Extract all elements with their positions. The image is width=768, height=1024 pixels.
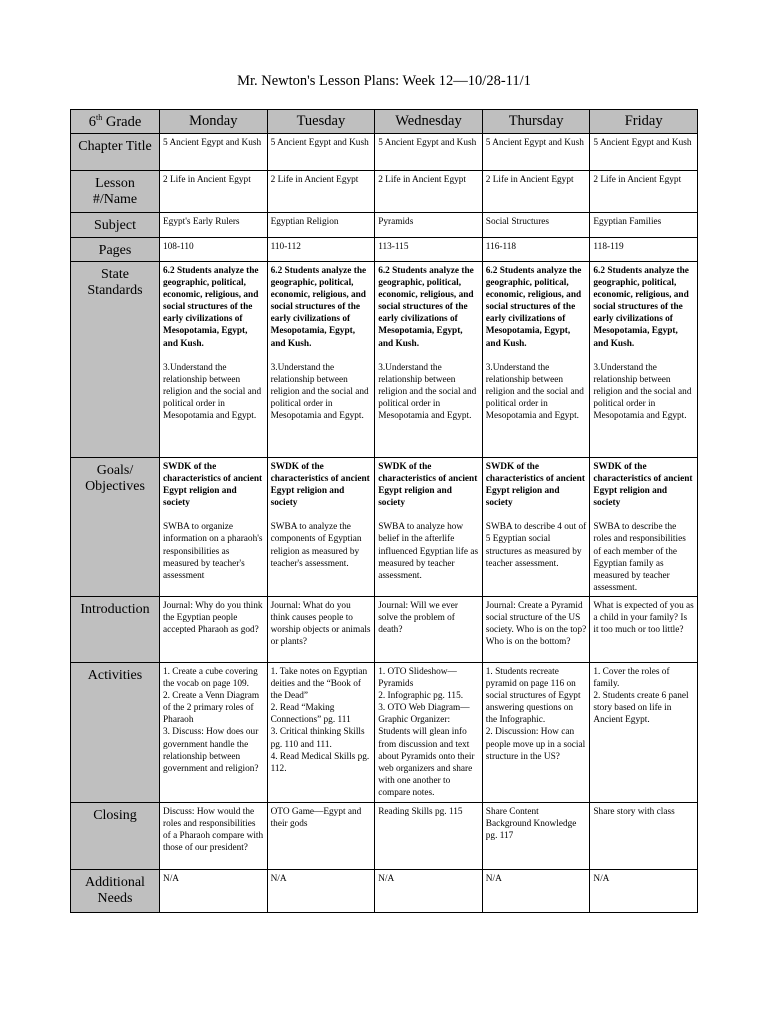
goal-text: SWBA to organize information on a pharaoh's responsibilities as measured by teacher's assessment xyxy=(163,522,263,581)
closing-row xyxy=(71,802,698,869)
goal-text: SWBA to describe 4 out of 5 Egyptian social structures as measured by teacher assessment. xyxy=(485,522,587,569)
activity-item: 1. OTO Slideshow—Pyramids xyxy=(378,666,457,690)
table-cell: 2 Life in Ancient Egypt xyxy=(482,171,590,213)
pages-row xyxy=(71,238,698,262)
table-cell: 108-110 xyxy=(160,238,268,262)
goal-text: SWBA to analyze how belief in the afterlife influenced Egyptian life as measured by teacher assessment. xyxy=(378,522,479,581)
goal-bold: SWDK of the characteristics of ancient Egypt religion and society xyxy=(485,462,585,509)
table-cell: Egyptian Religion xyxy=(267,213,375,238)
table-cell: Journal: Why do you think the Egyptian people accepted Pharaoh as god? xyxy=(160,596,268,662)
standards-row xyxy=(71,262,698,458)
table-cell xyxy=(267,662,375,802)
table-cell xyxy=(590,662,698,802)
activity-item: 4. Read Medical Skills pg. 112. xyxy=(270,751,370,774)
subject-row xyxy=(71,213,698,238)
table-cell: 2 Life in Ancient Egypt xyxy=(267,171,375,213)
activity-item: 3. Discuss: How does our government handle the relationship between government and religion? xyxy=(163,727,259,774)
table-cell xyxy=(160,662,268,802)
day-header-thursday: Thursday xyxy=(482,110,590,134)
table-cell xyxy=(482,662,590,802)
table-cell: 5 Ancient Egypt and Kush xyxy=(375,134,483,171)
activity-item: 1. Create a cube covering the vocab on page 109. xyxy=(163,666,258,690)
goal-text: SWBA to describe the roles and responsibilities of each member of the Egyptian family as measured by teacher assessment. xyxy=(593,522,686,593)
grade-header: 6th Grade xyxy=(71,110,160,134)
table-cell xyxy=(375,458,483,597)
table-cell: Journal: Create a Pyramid social structure of the US society. Who is on the top? Who is on the bottom? xyxy=(482,596,590,662)
table-cell xyxy=(482,262,590,458)
table-cell: N/A xyxy=(375,869,483,912)
table-cell: OTO Game—Egypt and their gods xyxy=(267,802,375,869)
row-label-pages: Pages xyxy=(71,238,160,262)
activity-item: 2. Create a Venn Diagram of the 2 primary roles of Pharaoh xyxy=(163,691,260,726)
activity-item: 2. Students create 6 panel story based on life in Ancient Egypt. xyxy=(593,691,689,726)
activity-item: 3. OTO Web Diagram—Graphic Organizer: Students will glean info from discussion and text about Pyramids onto their web organizers and share with one another to compare notes. xyxy=(378,703,475,798)
goal-bold: SWDK of the characteristics of ancient Egypt religion and society xyxy=(163,462,263,509)
table-cell: N/A xyxy=(267,869,375,912)
table-cell: 113-115 xyxy=(375,238,483,262)
table-cell: What is expected of you as a child in your family? Is it too much or too little? xyxy=(590,596,698,662)
row-label-subject: Subject xyxy=(71,213,160,238)
day-header-tuesday: Tuesday xyxy=(267,110,375,134)
activity-item: 2. Infographic pg. 115. xyxy=(378,691,464,702)
row-label-standards: State Standards xyxy=(71,262,160,458)
table-cell: N/A xyxy=(590,869,698,912)
table-cell xyxy=(267,458,375,597)
row-label-activities: Activities xyxy=(71,662,160,802)
standard-text: 3.Understand the relationship between religion and the social and political order in Mesopotamia and Egypt. xyxy=(485,362,584,422)
goal-text: SWBA to analyze the components of Egyptian religion as measured by teacher's assessment. xyxy=(270,522,362,569)
row-label-chapter-title: Chapter Title xyxy=(71,134,160,171)
lesson-plan-table xyxy=(70,109,698,913)
standard-bold: 6.2 Students analyze the geographic, political, economic, religious, and social structures of the early civilizations of Mesopotamia, Egypt, and Kush. xyxy=(593,266,689,349)
standard-bold: 6.2 Students analyze the geographic, political, economic, religious, and social structures of the early civilizations of Mesopotamia, Egypt, and Kush. xyxy=(485,266,582,349)
table-cell: 110-112 xyxy=(267,238,375,262)
table-cell: Social Structures xyxy=(482,213,590,238)
row-label-introduction: Introduction xyxy=(71,596,160,662)
introduction-row xyxy=(71,596,698,662)
table-cell xyxy=(482,458,590,597)
table-cell xyxy=(590,458,698,597)
activity-item: 3. Critical thinking Skills pg. 110 and 111. xyxy=(270,727,365,750)
table-cell: Discuss: How would the roles and responsibilities of a Pharaoh compare with those of our president? xyxy=(160,802,268,869)
row-label-closing: Closing xyxy=(71,802,160,869)
activity-item: 1. Students recreate pyramid on page 116 on social structures of Egypt answering questions on the Infographic. xyxy=(485,666,581,726)
row-label-additional-needs: Additional Needs xyxy=(71,869,160,912)
activity-item: 1. Take notes on Egyptian deities and the “Book of the Dead” xyxy=(270,666,368,702)
goals-row xyxy=(71,458,698,597)
table-cell xyxy=(590,262,698,458)
table-cell: Journal: Will we ever solve the problem of death? xyxy=(375,596,483,662)
goal-bold: SWDK of the characteristics of ancient Egypt religion and society xyxy=(270,462,370,509)
table-cell xyxy=(267,262,375,458)
table-cell xyxy=(375,262,483,458)
standard-text: 3.Understand the relationship between religion and the social and political order in Mesopotamia and Egypt. xyxy=(163,362,262,422)
standard-bold: 6.2 Students analyze the geographic, political, economic, religious, and social structures of the early civilizations of Mesopotamia, Egypt, and Kush. xyxy=(163,266,259,349)
additional-needs-row xyxy=(71,869,698,912)
table-cell: 5 Ancient Egypt and Kush xyxy=(482,134,590,171)
goal-bold: SWDK of the characteristics of ancient Egypt religion and society xyxy=(593,462,693,509)
table-cell: N/A xyxy=(160,869,268,912)
table-cell: Share Content Background Knowledge pg. 117 xyxy=(482,802,590,869)
table-cell: Pyramids xyxy=(375,213,483,238)
table-cell: Egyptian Families xyxy=(590,213,698,238)
chapter-title-row xyxy=(71,134,698,171)
activity-item: 2. Read “Making Connections” pg. 111 xyxy=(270,703,351,726)
table-cell xyxy=(375,662,483,802)
standard-text: 3.Understand the relationship between religion and the social and political order in Mesopotamia and Egypt. xyxy=(270,362,369,422)
lesson-row xyxy=(71,171,698,213)
activity-item: 2. Discussion: How can people move up in a social structure in the US? xyxy=(485,727,586,762)
standard-bold: 6.2 Students analyze the geographic, political, economic, religious, and social structures of the early civilizations of Mesopotamia, Egypt, and Kush. xyxy=(270,266,367,349)
day-header-wednesday: Wednesday xyxy=(375,110,483,134)
standard-text: 3.Understand the relationship between religion and the social and political order in Mesopotamia and Egypt. xyxy=(378,362,477,422)
table-cell: N/A xyxy=(482,869,590,912)
table-cell: 5 Ancient Egypt and Kush xyxy=(590,134,698,171)
table-cell: 116-118 xyxy=(482,238,590,262)
page-title: Mr. Newton's Lesson Plans: Week 12—10/28-11/1 xyxy=(237,73,531,89)
table-cell: 5 Ancient Egypt and Kush xyxy=(267,134,375,171)
table-cell: 2 Life in Ancient Egypt xyxy=(590,171,698,213)
table-cell: 5 Ancient Egypt and Kush xyxy=(160,134,268,171)
day-header-friday: Friday xyxy=(590,110,698,134)
table-cell xyxy=(160,262,268,458)
row-label-lesson: Lesson #/Name xyxy=(71,171,160,213)
header-row xyxy=(71,110,698,134)
table-cell: 118-119 xyxy=(590,238,698,262)
standard-text: 3.Understand the relationship between religion and the social and political order in Mesopotamia and Egypt. xyxy=(593,362,692,422)
row-label-goals: Goals/ Objectives xyxy=(71,458,160,597)
standard-bold: 6.2 Students analyze the geographic, political, economic, religious, and social structures of the early civilizations of Mesopotamia, Egypt, and Kush. xyxy=(378,266,474,349)
goal-bold: SWDK of the characteristics of ancient Egypt religion and society xyxy=(378,462,478,509)
table-cell: Reading Skills pg. 115 xyxy=(375,802,483,869)
table-cell: Egypt's Early Rulers xyxy=(160,213,268,238)
table-cell: Journal: What do you think causes people to worship objects or animals or plants? xyxy=(267,596,375,662)
activity-item: 1. Cover the roles of family. xyxy=(593,666,670,690)
table-cell: 2 Life in Ancient Egypt xyxy=(160,171,268,213)
table-cell xyxy=(160,458,268,597)
activities-row xyxy=(71,662,698,802)
table-cell: Share story with class xyxy=(590,802,698,869)
table-cell: 2 Life in Ancient Egypt xyxy=(375,171,483,213)
day-header-monday: Monday xyxy=(160,110,268,134)
